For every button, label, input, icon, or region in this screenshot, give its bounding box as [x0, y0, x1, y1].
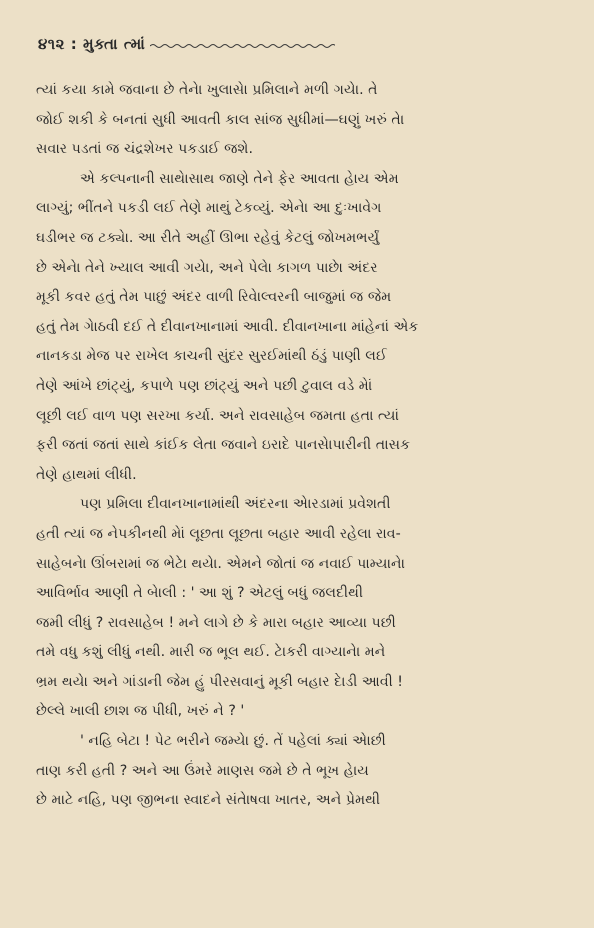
text-line: હતું તેમ ગેાઠવી દઈ તે દીવાનખાનામાં આવી. દીવાનખાના માંહેનાં એક: [36, 318, 419, 335]
body-text: [36, 76, 556, 816]
page-number: ૪૧૨: [38, 35, 65, 53]
text-line: સાહેબનેા ઊંબરામાં જ ભેટેા થયેા. એમને જોતાં જ નવાઈ પામ્યાનેા: [36, 555, 406, 572]
text-line: તમે વધુ કશું લીધું નથી. મારી જ ભૂલ થઈ. ટેાકરી વાગ્યાનેા મને: [36, 644, 386, 661]
text-line: લૂછી લઈ વાળ પણ સરખા કર્યા. અને રાવસાહેબ જમતા હતા ત્યાં: [36, 407, 400, 424]
text-line: ત્યાં કયા કામે જવાના છે તેનેા ખુલાસેા પ્રમિલાને મળી ગયેા. તે: [36, 82, 378, 98]
text-line: ઘડીભર જ ટક્યેા. આ રીતે અહીં ઊભા રહેવું કેટલું જોખમભર્યું: [36, 229, 380, 246]
text-line: તેણે હાથમાં લીધી.: [36, 466, 137, 483]
text-line: હતી ત્યાં જ નેપકીનથી મેાં લૂછતા લૂછતા બહાર આવી રહેલા રાવ-: [36, 525, 401, 542]
text-line: જોઈ શકી કે બનતાં સુધી આવતી કાલ સાંજ સુધીમાં—ઘણું ખરું તેા: [36, 111, 405, 128]
text-line: ભ્રમ થયેા અને ગાંડાની જેમ હું પીરસવાનું મૂકી બહાર દેાડી આવી !: [36, 673, 403, 690]
text-line: ' નહિ બેટા ! પેટ ભરીને જમ્યેા છું. તેં પહેલાં ક્યાં એાછી: [80, 733, 386, 750]
text-line: પણ પ્રમિલા દીવાનખાનામાંથી અંદરના એારડામાં પ્રવેશતી: [80, 496, 391, 513]
paragraph: [36, 76, 556, 165]
text-line: ફરી જતાં જતાં સાથે કાંઈક લેતા જવાને ઇરાદે પાનસેાપારીની તાસક: [36, 437, 411, 454]
text-line: લાગ્યું; ભીંતને પકડી લઈ તેણે માથું ટેકવ્યું. એનેા આ દુઃખાવેગ: [36, 200, 382, 217]
text-line: એ કલ્પનાની સાથેાસાથ જાણે તેને ફેર આવતા હેાય એમ: [80, 170, 399, 187]
text-line: છે એનેા તેને ખ્યાલ આવી ગયેા, અને પેલેા કાગળ પાછેા અંદર: [36, 259, 378, 276]
text-line: સવાર પડતાં જ ચંદ્રશેખર પકડાઈ જશે.: [36, 141, 253, 158]
paragraph: [36, 490, 556, 727]
paragraph: [36, 727, 556, 816]
text-line: તાણ કરી હતી ? અને આ ઉંમરે માણસ જમે છે તે ભૂખ હેાય: [36, 762, 369, 779]
header-separator: :: [70, 35, 78, 53]
text-line: તેણે આંખે છાંટ્યું, કપાળે પણ છાંટ્યું અને પછી ટુવાલ વડે મેાં: [36, 377, 373, 394]
running-title: મુક્તા ત્માં: [82, 35, 146, 53]
page-header: [38, 35, 145, 56]
text-line: નાનકડા મેજ પર રાખેલ કાચની સુંદર સુરઈમાંથી ઠંડું પાણી લઈ: [36, 348, 387, 365]
text-line: મૂકી કવર હતું તેમ પાછું અંદર વાળી રિવેાલ્વરની બાજુમાં જ જેમ: [36, 289, 392, 306]
text-line: આવિર્ભાવ આણી તે બેાલી : ' આ શું ? એટલું બધું જલદીથી: [36, 585, 364, 602]
text-line: જમી લીધું ? રાવસાહેબ ! મને લાગે છે કે મારા બહાર આવ્યા પછી: [36, 614, 396, 631]
text-line: છેલ્લે ખાલી છાશ જ પીધી, ખરું ને ? ': [36, 703, 245, 720]
text-line: છે માટે નહિ, પણ જીભના સ્વાદને સંતેાષવા ખાતર, અને પ્રેમથી: [36, 792, 381, 809]
paragraph: [36, 165, 556, 491]
header-wavy-rule: [150, 43, 335, 49]
